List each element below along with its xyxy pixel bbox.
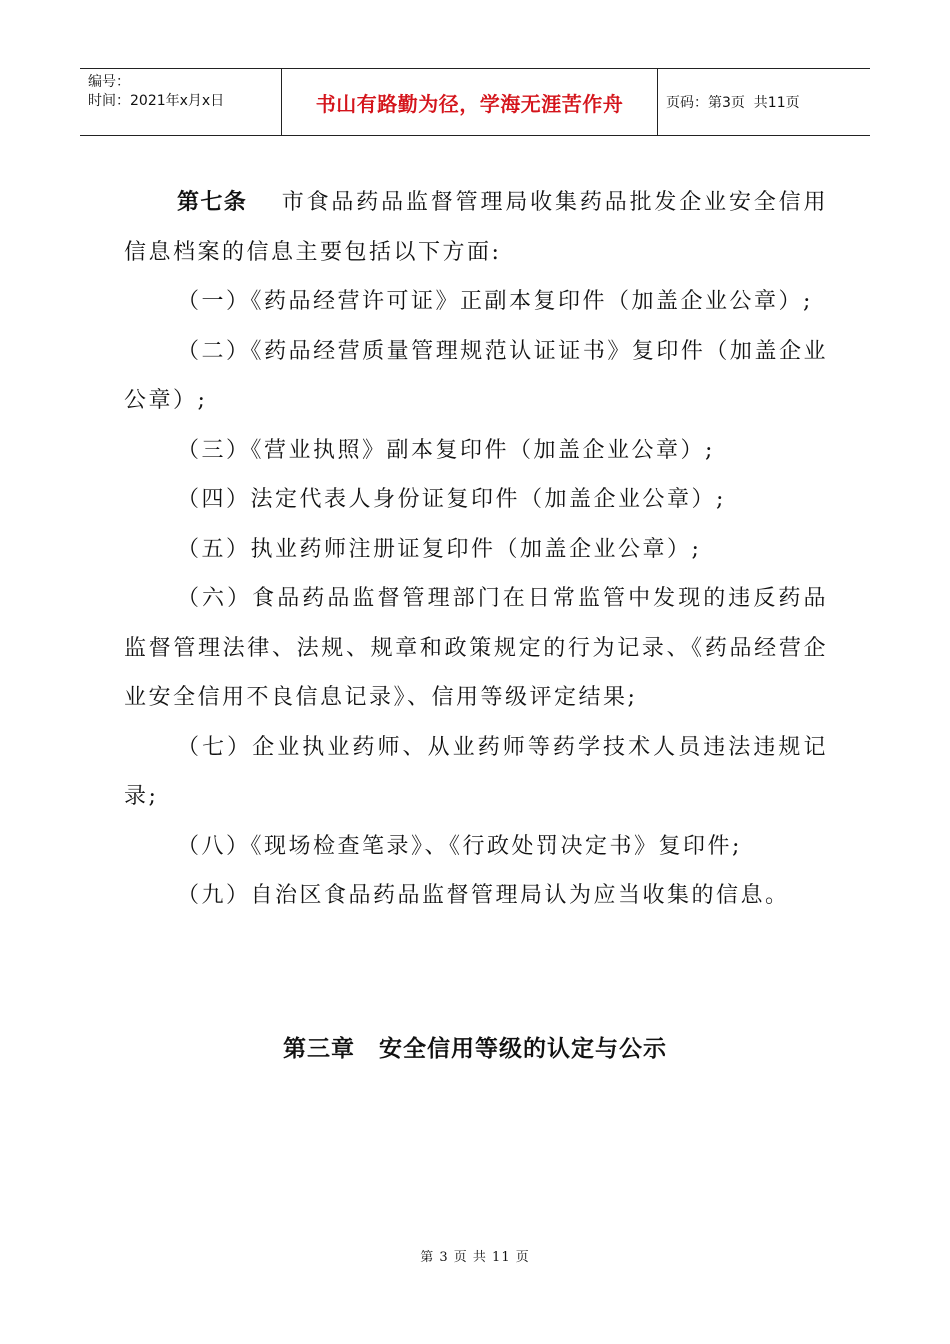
article-item-5: （五）执业药师注册证复印件（加盖企业公章）; (177, 536, 702, 562)
article-item-9: （九）自治区食品药品监督管理局认为应当收集的信息。 (177, 883, 790, 908)
article-item-8: （八）《现场检查笔录》、《行政处罚决定书》复印件; (177, 833, 742, 859)
page-footer: 第 3 页 共 11 页 (420, 1250, 530, 1265)
article-item-4: （四）法定代表人身份证复印件（加盖企业公章）; (177, 487, 726, 512)
document-header (80, 68, 870, 136)
article-intro: 市食品药品监督管理局收集药品批发企业安全信用信息档案的信息主要包括以下方面: (124, 190, 828, 265)
article-item-1: （一）《药品经营许可证》正副本复印件（加盖企业公章）; (177, 289, 813, 314)
document-date-label: 时间：2021年x月x日 (88, 93, 225, 109)
article-spacer (247, 190, 282, 215)
article-number: 第七条 (177, 190, 248, 215)
header-motto-cell (282, 69, 658, 135)
article-item-3: （三）《营业执照》副本复印件（加盖企业公章）; (177, 437, 715, 463)
header-page-label: 页码：第3页 共11页 (666, 95, 800, 111)
article-item-2: （二）《药品经营质量管理规范认证证书》复印件（加盖企业公章）; (124, 338, 828, 413)
document-number-label: 编号： (88, 74, 130, 90)
header-motto: 书山有路勤为径，学海无涯苦作舟 (315, 91, 624, 116)
article-intro-paragraph (124, 178, 828, 277)
header-page-cell (658, 69, 870, 135)
article-body (124, 178, 828, 921)
article-item-6: （六）食品药品监督管理部门在日常监管中发现的违反药品监督管理法律、法规、规章和政策规定的行为记录、《药品经营企业安全信用不良信息记录》、信用等级评定结果; (124, 586, 828, 710)
header-meta-cell (80, 69, 282, 135)
chapter-title: 第三章 安全信用等级的认定与公示 (283, 1036, 667, 1062)
article-item-7: （七）企业执业药师、从业药师等药学技术人员违法违规记录; (124, 734, 828, 809)
